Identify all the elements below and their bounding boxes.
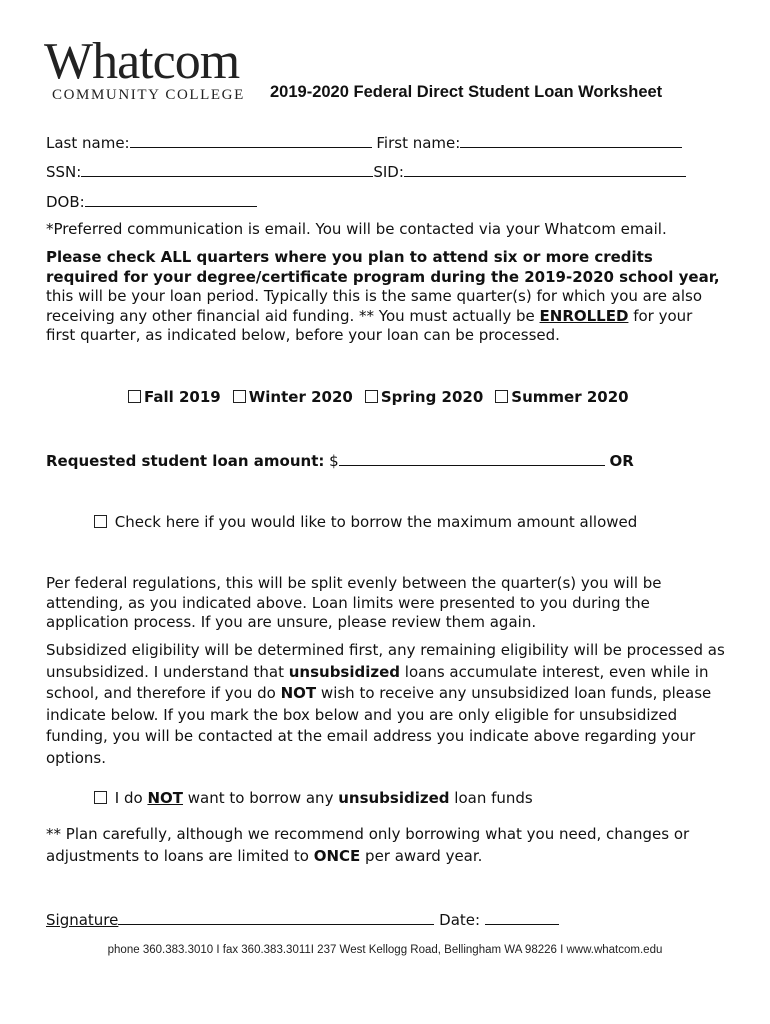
quarters-instructions-bold: Please check ALL quarters where you plan to attend six or more credits required for your degree/certificate program during the 2019-2020 school year, — [46, 248, 720, 286]
subsidized-notice — [46, 640, 736, 770]
no-unsub-text: loan funds — [449, 789, 533, 807]
once-emphasis: ONCE — [313, 846, 361, 865]
split-notice: Per federal regulations, this will be split evenly between the quarter(s) you will be attending, as you indicated above. Loan limits were presented to you during the application process. If you are unsure, please review them again. — [46, 574, 662, 631]
loan-amount-label: Requested student loan amount: — [46, 452, 325, 470]
plan-notice — [46, 824, 736, 867]
date-label: Date: — [439, 911, 481, 929]
checkbox-icon[interactable] — [128, 390, 141, 403]
page-title: 2019-2020 Federal Direct Student Loan Worksheet — [270, 83, 663, 101]
subsidized-text: Subsidized eligibility will be determined first, any remaining eligibility will be processed as unsubsidized. I understand that — [46, 641, 725, 681]
quarter-label: Fall 2019 — [144, 388, 221, 406]
unsubsidized-emphasis: unsubsidized — [338, 789, 450, 807]
email-note: *Preferred communication is email. You will be contacted via your Whatcom email. — [46, 220, 667, 238]
first-name-field[interactable] — [460, 133, 682, 148]
contact-footer: phone 360.383.3010 I fax 360.383.3011I 237 West Kellogg Road, Bellingham WA 98226 I www.whatcom.edu — [107, 944, 663, 956]
currency-symbol: $ — [329, 452, 339, 470]
max-amount-label: Check here if you would like to borrow the maximum amount allowed — [114, 513, 638, 531]
subsidized-text: loans accumulate interest, even while in school, and therefore if you do — [46, 662, 709, 703]
quarters-instructions — [46, 248, 726, 346]
id-row — [46, 162, 686, 181]
checkbox-icon[interactable] — [94, 791, 107, 804]
date-field[interactable] — [485, 910, 559, 925]
last-name-label: Last name: — [46, 134, 130, 152]
plan-text: per award year. — [360, 846, 483, 865]
plan-text: ** Plan carefully, although we recommend only borrowing what you need, changes or adjustments to loans are limited to — [46, 825, 690, 865]
no-unsub-text: I do — [114, 789, 148, 807]
max-amount-option[interactable] — [94, 513, 637, 531]
quarter-option-spring[interactable] — [365, 388, 483, 406]
quarters-instructions-text-end: for your first quarter, as indicated below, before your loan can be processed. — [46, 306, 693, 344]
checkbox-icon[interactable] — [365, 390, 378, 403]
name-row — [46, 133, 682, 152]
loan-amount-row — [46, 451, 634, 470]
not-emphasis: NOT — [280, 684, 317, 703]
signature-row — [46, 910, 559, 929]
sid-label: SID: — [373, 163, 404, 181]
quarter-option-fall[interactable] — [128, 388, 221, 406]
quarter-label: Spring 2020 — [380, 388, 484, 406]
signature-label: Signature — [46, 911, 119, 929]
ssn-field[interactable] — [81, 162, 373, 177]
college-logo-wordmark: Whatcom — [44, 33, 240, 90]
signature-field[interactable] — [118, 910, 434, 925]
subsidized-text: wish to receive any unsubsidized loan funds, please indicate below. If you mark the box below and you are only eligible for unsubsidized funding, you will be contacted at the email address you indicate above regarding your options. — [46, 684, 712, 767]
quarter-label: Summer 2020 — [511, 388, 629, 406]
checkbox-icon[interactable] — [233, 390, 246, 403]
no-unsubsidized-option[interactable] — [94, 789, 533, 807]
quarter-option-winter[interactable] — [233, 388, 353, 406]
quarters-instructions-text: this will be your loan period. Typically this is the same quarter(s) for which you are also receiving any other financial aid funding. ** You must actually be — [46, 287, 703, 325]
dob-label: DOB: — [46, 193, 85, 211]
loan-amount-field[interactable] — [339, 451, 605, 466]
dob-field[interactable] — [85, 192, 257, 207]
quarter-options — [128, 388, 641, 406]
unsubsidized-emphasis: unsubsidized — [288, 662, 401, 681]
or-label: OR — [609, 452, 634, 470]
quarter-label: Winter 2020 — [248, 388, 353, 406]
enrolled-emphasis: ENROLLED — [539, 306, 629, 325]
not-emphasis: NOT — [147, 789, 183, 807]
college-logo-subtitle: COMMUNITY COLLEGE — [52, 87, 245, 103]
checkbox-icon[interactable] — [495, 390, 508, 403]
sid-field[interactable] — [404, 162, 686, 177]
no-unsub-text: want to borrow any — [183, 789, 339, 807]
ssn-label: SSN: — [46, 163, 82, 181]
quarter-option-summer[interactable] — [495, 388, 628, 406]
last-name-field[interactable] — [130, 133, 372, 148]
dob-row — [46, 192, 257, 211]
first-name-label: First name: — [376, 134, 461, 152]
checkbox-icon[interactable] — [94, 515, 107, 528]
